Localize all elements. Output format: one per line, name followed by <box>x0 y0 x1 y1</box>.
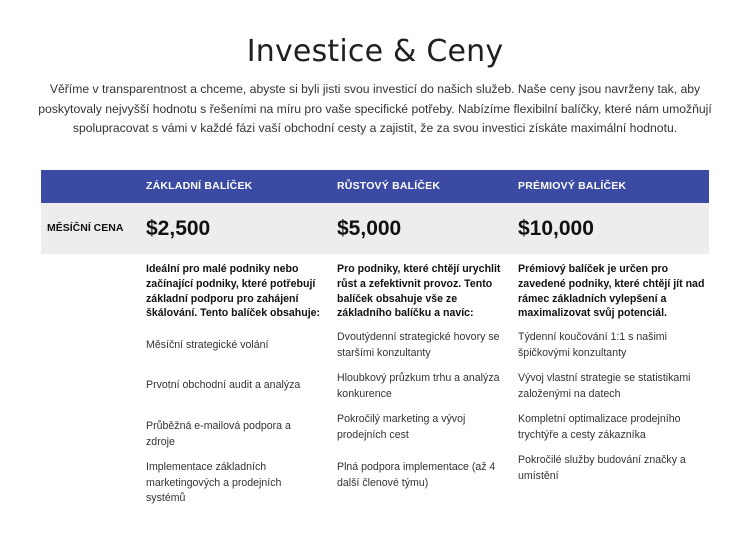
feature-item: Pokročilé služby budování značky a umístění <box>518 454 686 482</box>
feature-item: Dvoutýdenní strategické hovory se staršími konzultanty <box>337 331 500 359</box>
feature-item: Hloubkový průzkum trhu a analýza konkurence <box>337 372 500 400</box>
feature-item: Implementace základních marketingových a prodejních systémů <box>146 461 282 504</box>
description-basic: Ideální pro malé podniky nebo začínající podniky, které potřebují základní podporu pro zahájení škálování. Tento balíček obsahuje: <box>146 263 321 320</box>
column-header-growth: RŮSTOVÝ BALÍČEK <box>337 180 441 192</box>
feature-item: Vývoj vlastní strategie se statistikami založenými na datech <box>518 372 691 400</box>
feature-item: Měsíční strategické volání <box>146 339 269 351</box>
column-header-basic: ZÁKLADNÍ BALÍČEK <box>146 180 253 192</box>
description-growth: Pro podniky, které chtějí urychlit růst a zefektivnit provoz. Tento balíček obsahuje vše ze základního balíčku a navíc: <box>337 263 501 320</box>
intro-paragraph: Věříme v transparentnost a chceme, abyste si byli jisti svou investicí do našich služeb. Naše ceny jsou navrženy tak, aby poskytovaly nejvyšší hodnotu s řešeními na míru pro vaše specifické potřeby. Nabízíme flexibilní balíčky, které nám umožňují spolupracovat s vámi v každé fázi vaší obchodní cesty a zajistit, že za svou investici získáte maximální hodnotu. <box>38 82 712 135</box>
price-premium: $10,000 <box>518 217 594 240</box>
price-growth: $5,000 <box>337 217 402 240</box>
feature-item: Průběžná e-mailová podpora a zdroje <box>146 420 291 448</box>
price-basic: $2,500 <box>146 217 211 240</box>
feature-item: Prvotní obchodní audit a analýza <box>146 379 301 391</box>
page-title: Investice & Ceny <box>246 34 504 69</box>
description-premium: Prémiový balíček je určen pro zavedené podniky, které chtějí jít nad rámec základních vylepšení a maximalizovat svůj potenciál. <box>518 263 705 320</box>
column-header-premium: PRÉMIOVÝ BALÍČEK <box>518 180 627 192</box>
feature-item: Plná podpora implementace (až 4 další členové týmu) <box>337 461 496 489</box>
feature-item: Kompletní optimalizace prodejního trychtýře a cesty zákazníka <box>518 413 681 441</box>
price-row-label: MĚSÍČNÍ CENA <box>47 222 124 234</box>
feature-item: Pokročilý marketing a vývoj prodejních cest <box>337 413 466 441</box>
feature-item: Týdenní koučování 1:1 s našimi špičkovými konzultanty <box>518 331 667 359</box>
